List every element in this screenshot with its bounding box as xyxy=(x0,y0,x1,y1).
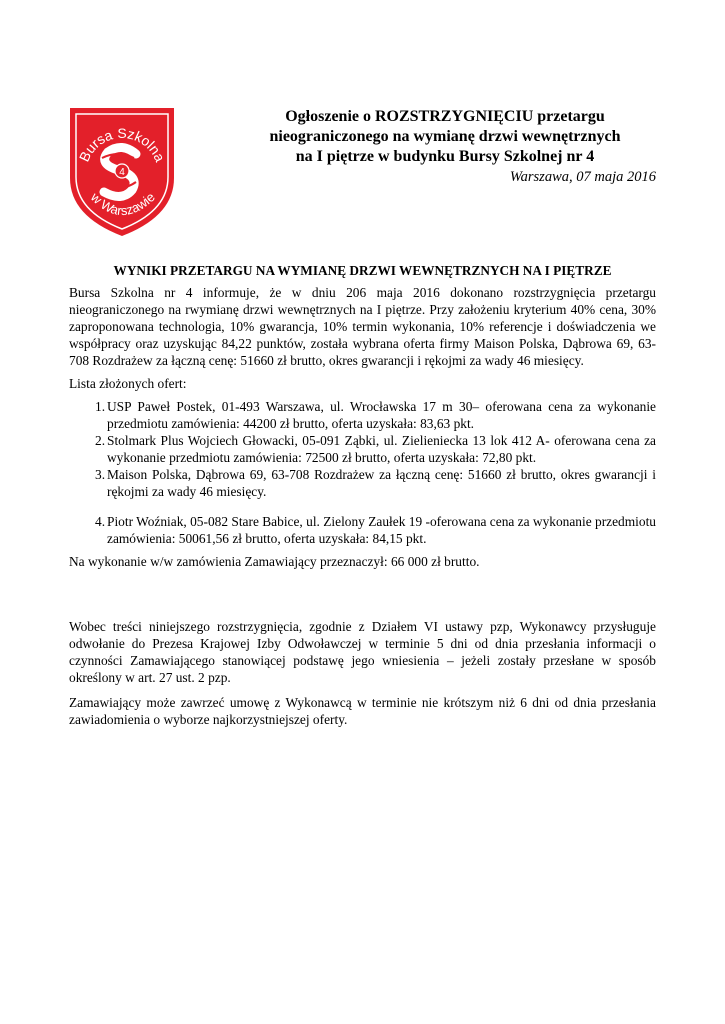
logo-text-top: Bursa Szkolna xyxy=(75,124,169,165)
offer-item xyxy=(69,466,656,500)
logo-number: 4 xyxy=(119,167,125,178)
offer-text: Piotr Woźniak, 05-082 Stare Babice, ul. Zielony Zaułek 19 -oferowana cena za wykonanie przedmiotu zamówienia: 50061,56 zł brutto, oferta uzyskała: 84,15 pkt. xyxy=(107,514,656,546)
offer-text: Maison Polska, Dąbrowa 69, 63-708 Rozdrażew za łączną cenę: 51660 zł brutto, okres gwarancji i rękojmi za wady 46 miesięcy. xyxy=(107,467,656,499)
logo-text-bottom: w Warszawie xyxy=(87,189,158,219)
contract-paragraph: Zamawiający może zawrzeć umowę z Wykonawcą w terminie nie krótszym niż 6 dni od dnia przesłania zawiadomienia o wyborze najkorzystniejszej oferty. xyxy=(69,695,656,727)
offer-item xyxy=(69,513,656,547)
shield-logo-icon xyxy=(62,104,182,240)
title-line-2: nieograniczonego na wymianę drzwi wewnętrznych xyxy=(269,128,621,145)
offer-number: 3. xyxy=(95,467,106,482)
offers-list-label: Lista złożonych ofert: xyxy=(69,376,187,391)
intro-paragraph: Bursa Szkolna nr 4 informuje, że w dniu 206 maja 2016 dokonano rozstrzygnięcia przetargu nieograniczonego na rwymianę drzwi wewnętrznych na I piętrze. Przy założeniu kryterium 40% cena, 30% zaproponowana technologia, 10% gwarancja, 10% termin wykonania, 10% referencje i doświadczenia we współpracy oraz uzyskując 84,22 punktów, została wybrana oferta firmy Maison Polska, Dąbrowa 69, 63-708 Rozdrażew za łączną cenę: 51660 zł brutto, okres gwarancji i rękojmi za wady 46 miesięcy. xyxy=(69,285,656,368)
document-body xyxy=(69,262,656,728)
offer-item xyxy=(69,432,656,466)
offer-text: USP Paweł Postek, 01-493 Warszawa, ul. Wrocławska 17 m 30– oferowana cena za wykonanie przedmiotu zamówienia: 44200 zł brutto, oferta uzyskała: 83,63 pkt. xyxy=(107,399,656,431)
appeal-paragraph: Wobec treści niniejszego rozstrzygnięcia, zgodnie z Działem VI ustawy pzp, Wykonawcy przysługuje odwołanie do Prezesa Krajowej Izby Odwoławczej w terminie 5 dni od dnia przesłania informacji o czynności Zamawiającego stanowiącej podstawę jego wniesienia – jeżeli zostały przesłane w sposób określony w art. 27 ust. 2 pzp. xyxy=(69,619,656,685)
school-logo-emblem xyxy=(62,104,182,240)
title-line-1: Ogłoszenie o ROZSTRZYGNIĘCIU przetargu xyxy=(285,108,605,125)
title-line-3: na I piętrze w budynku Bursy Szkolnej nr 4 xyxy=(295,148,595,165)
offers-list xyxy=(69,398,656,547)
offer-text: Stolmark Plus Wojciech Głowacki, 05-091 Ząbki, ul. Zielieniecka 13 lok 412 A- oferowana cena za wykonanie przedmiotu zamówienia: 72500 zł brutto, oferta uzyskała: 72,80 pkt. xyxy=(107,433,656,465)
section-heading: WYNIKI PRZETARGU NA WYMIANĘ DRZWI WEWNĘTRZNYCH NA I PIĘTRZE xyxy=(113,263,612,278)
offer-number: 2. xyxy=(95,433,106,448)
offer-number: 4. xyxy=(95,514,106,529)
offer-item xyxy=(69,398,656,432)
announcement-title xyxy=(230,107,660,167)
budget-summary: Na wykonanie w/w zamówienia Zamawiający przeznaczył: 66 000 zł brutto. xyxy=(69,554,480,569)
offer-number: 1. xyxy=(95,399,106,414)
announcement-date: Warszawa, 07 maja 2016 xyxy=(509,169,656,185)
